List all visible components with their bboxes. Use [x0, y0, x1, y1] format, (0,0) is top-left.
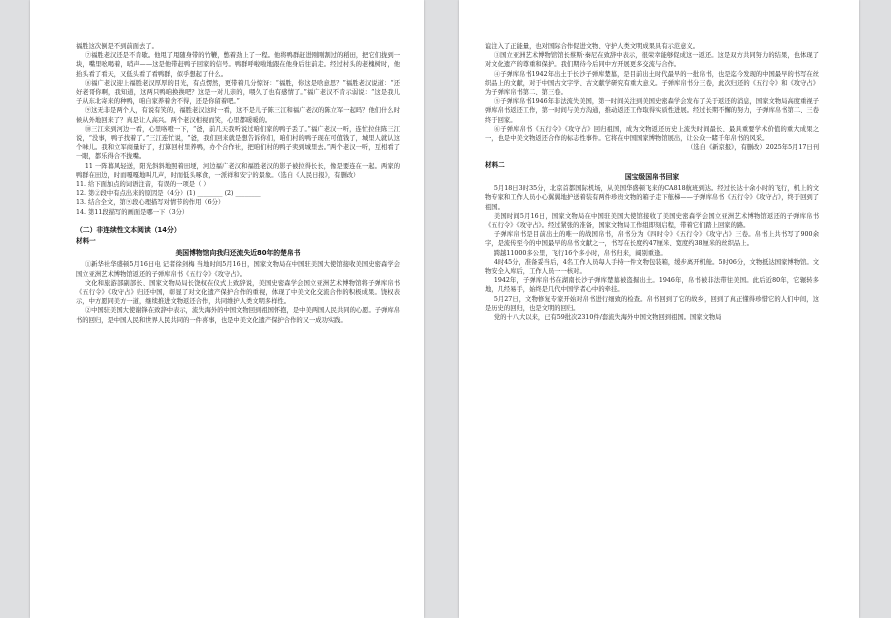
article-title: 国宝级国帛书回家	[624, 172, 680, 181]
paragraph: 4时45分，准备妥当后，4名工作人员每人手持一件文物包装箱，缓步离开机舱。5时06分，文物抵达国家博物馆。文物安全入库后，工作人员一一核对。	[485, 258, 819, 276]
paragraph: 文化和旅游部副部长、国家文物局局长饶权在仪式上致辞说，美国史密森学会国立亚洲艺术博物馆将子弹库帛书《五行令》《攻守占》归还中国，彰显了对文化遗产保护合作的重视，体现了中美文化交流合作的积极成果。饶权表示，中方愿同美方一道，继续推进文物返还合作，共同维护人类文明多样性。	[76, 279, 400, 306]
document-page-left	[30, 0, 424, 618]
paragraph: ⑨这无非是两个人，有说有笑的，福胜老汉这时一看，这不是儿子陈三江和福广老汉的陈立军一起吗？他们什么时候从外地回来了？真是让人高兴。两个老汉相视而笑，心里都暖暖的。	[76, 107, 400, 124]
paragraph: 谊注入了正能量，也对国际合作促进文物、守护人类文明成果具有示范意义。	[485, 43, 700, 50]
paragraph: ⑤子弹库帛书1946年非法流失美国，第一时间关注到美国史密森学会发布了关于返还的消息，国家文物局高度重视子弹库帛书返还工作，第一时间与美方沟通，推动返还工作取得实质性进展。经过长期不懈的努力，子弹库帛书第二、三卷终于回家。	[485, 98, 819, 124]
paragraph: ①新华社华盛顿5月16日电 记者徐剑梅 当地时间5月16日，国家文物局在中国驻美国大使馆接收美国史密森学会国立亚洲艺术博物馆返还的子弹库帛书《五行令》《攻守占》。	[76, 261, 400, 278]
question-item: 11. 给下面加点的词语注音，有误的一项是（ ）	[76, 181, 210, 189]
spacer	[76, 217, 400, 223]
page-left-content	[76, 42, 400, 325]
paragraph: 5月27日，文物修复专家开始对帛书进行细致的检查。帛书回到了它的故乡，回到了真正懂得珍惜它的人们中间，这是历史的回归，也是文明的回归。	[485, 295, 819, 312]
paragraph: 1942年，子弹库帛书在湖南长沙子弹库楚墓被盗掘出土。1946年，帛书被非法带往美国。此后近80年，它辗转多地，几经易手，始终是几代中国学者心中的牵挂。	[485, 277, 819, 294]
paragraph: 福胜这次倒是不到前面去了。	[76, 43, 158, 50]
spacer	[485, 154, 819, 160]
material-label: 材料一	[76, 237, 96, 246]
source-citation: （选自《新京报》，有删改）2025年5月17日刊	[687, 144, 819, 152]
material-label: 材料二	[485, 161, 505, 170]
paragraph: ④子弹库帛书1942年出土于长沙子弹库楚墓，是目前出土时代最早的一批帛书，也是迄今发现的中国最早的书写在丝织品上的文献，对于中国古文字学、古文献学研究有重大意义。子弹库帛书分三卷，此次归还的《五行令》和《攻守占》为子弹库帛书第二、第三卷。	[485, 70, 819, 97]
question-item: 14. 第11段描写的画面是哪一下（3分）	[76, 208, 189, 216]
paragraph: ③国立亚洲艺术博物馆馆长蔡斯·秦尼在致辞中表示，很荣幸能够促成这一返还。这是双方共同努力的结果，也体现了对文化遗产的尊重和保护。我们期待今后同中方开展更多交流与合作。	[485, 52, 819, 69]
paragraph: ②中国驻美国大使谢锋在致辞中表示，流失海外的中国文物回到祖国怀抱，是中美两国人民共同的心愿。子弹库帛书的回归，是中国人民和世界人民共同的一件喜事，也是中美文化遗产保护合作的又一成功实践。	[76, 307, 400, 324]
paragraph: ⑧福广老汉迎上福胜老汉厚厚的目光，有点愣然，更带着几分惊讶：“福胜，你这是啥意思？”福胜老汉说道：“还好老哥你啊，我知道，这两只鸭咱换换吧？这是一对儿亲的，喂久了也有感情了。”福广老汉不肯示弱说：“这是我儿子从东北寄来的种鸭，咱自家养着舍不得，还是你留着吧。”	[76, 79, 400, 106]
paragraph: 美国时间5月16日，国家文物局在中国驻美国大使馆接收了美国史密森学会国立亚洲艺术博物馆返还的子弹库帛书《五行令》《攻守占》。经过紧张的准备，国家文物局工作组即刻启程，带着它们踏上回家的路。	[485, 212, 819, 230]
paragraph: ⑩三江来到河边一看，心里咯噔一下，“爸，前几天我听说过咱们家的鸭子丢了。”福广老汉一听，连忙拉住陈三江说，“没事，鸭子找着了。”三江连忙说，“爸，我们回来就是想告诉你们，咱们村的鸭子现在可值钱了，城里人就认这个味儿。我和立军商量好了，打算回村里养鸭，办个合作社，把咱们村的鸭子卖到城里去。”两个老汉一听，互相看了一眼，都乐得合不拢嘴。	[76, 125, 400, 161]
paragraph: ⑦福胜老汉还是不肯歇。他甩了甩随身带的竹鞭，憋着劲上了一程。他将鸭群赶进刚刚割过的稻田，把它们拢到一块，嘴里吆喝着，哨声——这是他带赶鸭子回家的信号。鸭群呼啦啦地跟在他身后往前走。经过村头的老槐树时，他抬头看了看天，又低头看了看鸭群，似乎想起了什么。	[76, 52, 400, 78]
article-title: 美国博物馆向我归还流失近80年的楚帛书	[175, 248, 301, 257]
paragraph: ⑥子弹库帛书《五行令》《攻守占》回归祖国，成为文物返还历史上流失时间最长、最具重要学术价值的重大成果之一，也是中美文物返还合作的标志性事件。它将在中国国家博物馆展出，让公众一睹千年帛书的风采。	[485, 125, 819, 143]
paragraph: 党的十八大以来，已有59批次2310件/套流失海外中国文物回到祖国。国家文物局	[493, 314, 722, 322]
paragraph: 跨越11000多公里，飞行16个多小时，帛书归来，阔别重逢。	[493, 249, 667, 257]
document-page-right	[459, 0, 859, 618]
section-heading: （二）非连续性文本阅读（14分）	[76, 225, 181, 234]
page-right-content	[485, 42, 819, 322]
paragraph: 子弹库帛书是目前出土的唯一的战国帛书，帛书分为《四时令》《五行令》《攻守占》三卷。帛书上共书写了900余字，是流传至今的中国最早的帛书文献之一，书写在长度约47厘米、宽度约38厘米的丝织品上。	[485, 231, 819, 248]
question-item: 13. 结合全文，第⑨段心理描写对情节的作用（6分）	[76, 199, 225, 207]
paragraph: 5月18日3时35分，北京首都国际机场，从美国华盛顿飞来的CA818航班到达。经过长达十余小时的飞行，机上的文物专家和工作人员小心翼翼地护送着装有两件珍贵文物的箱子走下舷梯——子弹库帛书《五行令》《攻守占》，终于回到了祖国。	[485, 185, 819, 211]
paragraph: 11 一阵暮风轻送，阳光斜斜地照着田埂，河边福广老汉和福胜老汉的影子被拉得长长，像是要连在一起。两家的鸭群在田边，时而嘎嘎地叫几声，时而低头啄食，一派祥和安宁的景象。（选自《人民日报》，有删改）	[76, 162, 400, 179]
question-item: 12. 第②段中有点出来的原因是（4分）(1) ________ (2) ________	[76, 190, 261, 198]
